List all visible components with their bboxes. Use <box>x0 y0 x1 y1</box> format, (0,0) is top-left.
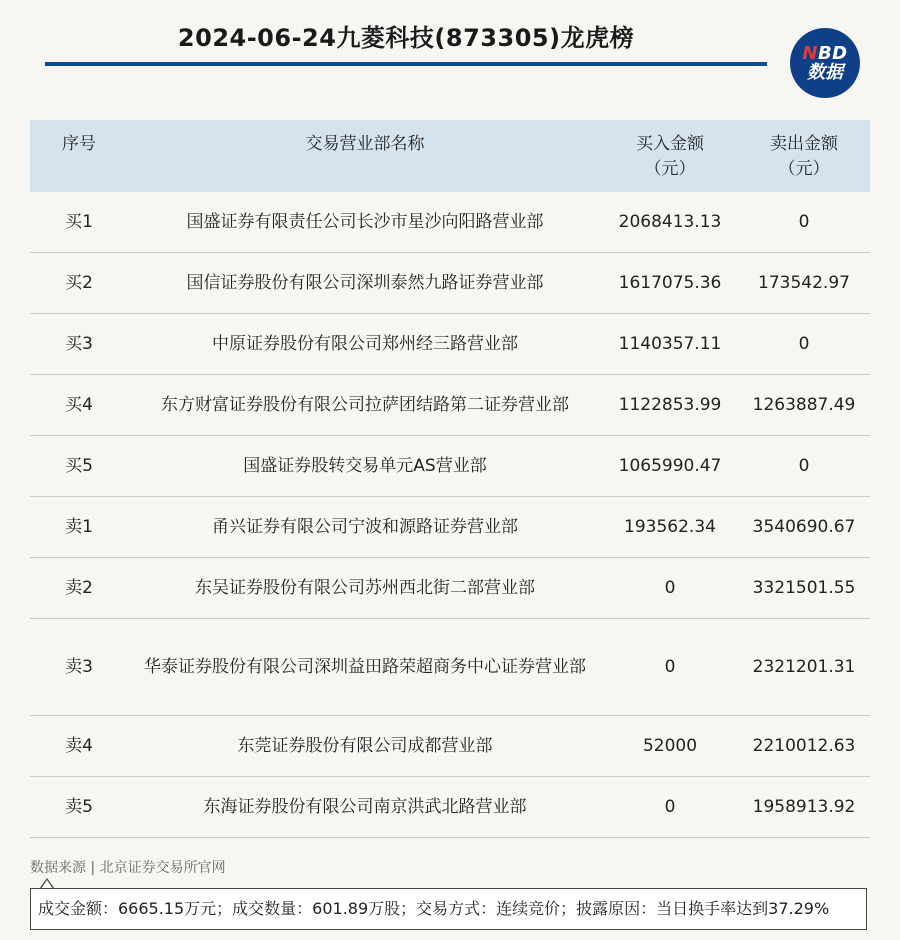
row-buy-amount: 1065990.47 <box>602 436 738 497</box>
table-row <box>30 436 870 497</box>
row-seq: 卖3 <box>30 619 128 716</box>
col-header-sell-label: 卖出金额 （元） <box>770 134 838 179</box>
row-branch-name: 华泰证券股份有限公司深圳益田路荣超商务中心证券营业部 <box>128 619 602 716</box>
row-branch-name: 东吴证券股份有限公司苏州西北街二部营业部 <box>128 558 602 619</box>
row-seq: 卖5 <box>30 777 128 838</box>
table-row <box>30 619 870 716</box>
dragon-tiger-table <box>30 120 870 838</box>
row-buy-amount: 0 <box>602 777 738 838</box>
row-seq: 买2 <box>30 253 128 314</box>
col-header-buy <box>602 120 738 192</box>
row-branch-name: 国信证券股份有限公司深圳泰然九路证券营业部 <box>128 253 602 314</box>
row-buy-amount: 193562.34 <box>602 497 738 558</box>
row-branch-name: 国盛证券股转交易单元AS营业部 <box>128 436 602 497</box>
row-buy-amount: 1122853.99 <box>602 375 738 436</box>
row-buy-amount: 1140357.11 <box>602 314 738 375</box>
row-sell-amount: 1958913.92 <box>738 777 870 838</box>
data-source: 数据来源 | 北京证券交易所官网 <box>30 860 226 876</box>
table-row <box>30 497 870 558</box>
row-buy-amount: 0 <box>602 558 738 619</box>
table-row <box>30 253 870 314</box>
row-sell-amount: 173542.97 <box>738 253 870 314</box>
row-sell-amount: 2210012.63 <box>738 716 870 777</box>
row-buy-amount: 52000 <box>602 716 738 777</box>
row-seq: 买3 <box>30 314 128 375</box>
row-sell-amount: 3321501.55 <box>738 558 870 619</box>
row-sell-amount: 0 <box>738 436 870 497</box>
col-header-sell <box>738 120 870 192</box>
row-buy-amount: 0 <box>602 619 738 716</box>
table-row <box>30 192 870 253</box>
row-sell-amount: 0 <box>738 314 870 375</box>
trade-summary-note: 成交金额：6665.15万元；成交数量：601.89万股；交易方式：连续竞价；披露原因：当日换手率达到37.29% <box>30 888 867 930</box>
page-title: 2024-06-24九菱科技(873305)龙虎榜 <box>177 24 635 52</box>
row-branch-name: 东莞证券股份有限公司成都营业部 <box>128 716 602 777</box>
row-buy-amount: 2068413.13 <box>602 192 738 253</box>
row-sell-amount: 0 <box>738 192 870 253</box>
table-row <box>30 314 870 375</box>
row-sell-amount: 3540690.67 <box>738 497 870 558</box>
nbd-data-logo <box>790 28 860 98</box>
row-branch-name: 中原证券股份有限公司郑州经三路营业部 <box>128 314 602 375</box>
row-seq: 卖2 <box>30 558 128 619</box>
row-seq: 卖4 <box>30 716 128 777</box>
table-row <box>30 777 870 838</box>
table-row <box>30 558 870 619</box>
row-seq: 卖1 <box>30 497 128 558</box>
row-sell-amount: 1263887.49 <box>738 375 870 436</box>
row-seq: 买1 <box>30 192 128 253</box>
table-row <box>30 375 870 436</box>
col-header-buy-label: 买入金额 （元） <box>636 134 704 179</box>
title-divider <box>45 62 767 66</box>
table-row <box>30 716 870 777</box>
row-branch-name: 东方财富证券股份有限公司拉萨团结路第二证券营业部 <box>128 375 602 436</box>
row-branch-name: 国盛证券有限责任公司长沙市星沙向阳路营业部 <box>128 192 602 253</box>
row-buy-amount: 1617075.36 <box>602 253 738 314</box>
logo-nbd-text: NBD <box>802 42 848 64</box>
table-header-row <box>30 120 870 192</box>
row-seq: 买4 <box>30 375 128 436</box>
row-branch-name: 东海证券股份有限公司南京洪武北路营业部 <box>128 777 602 838</box>
col-header-seq: 序号 <box>62 134 96 154</box>
logo-data-text: 数据 <box>807 61 843 83</box>
col-header-branch: 交易营业部名称 <box>305 134 425 154</box>
row-seq: 买5 <box>30 436 128 497</box>
row-branch-name: 甬兴证券有限公司宁波和源路证券营业部 <box>128 497 602 558</box>
row-sell-amount: 2321201.31 <box>738 619 870 716</box>
